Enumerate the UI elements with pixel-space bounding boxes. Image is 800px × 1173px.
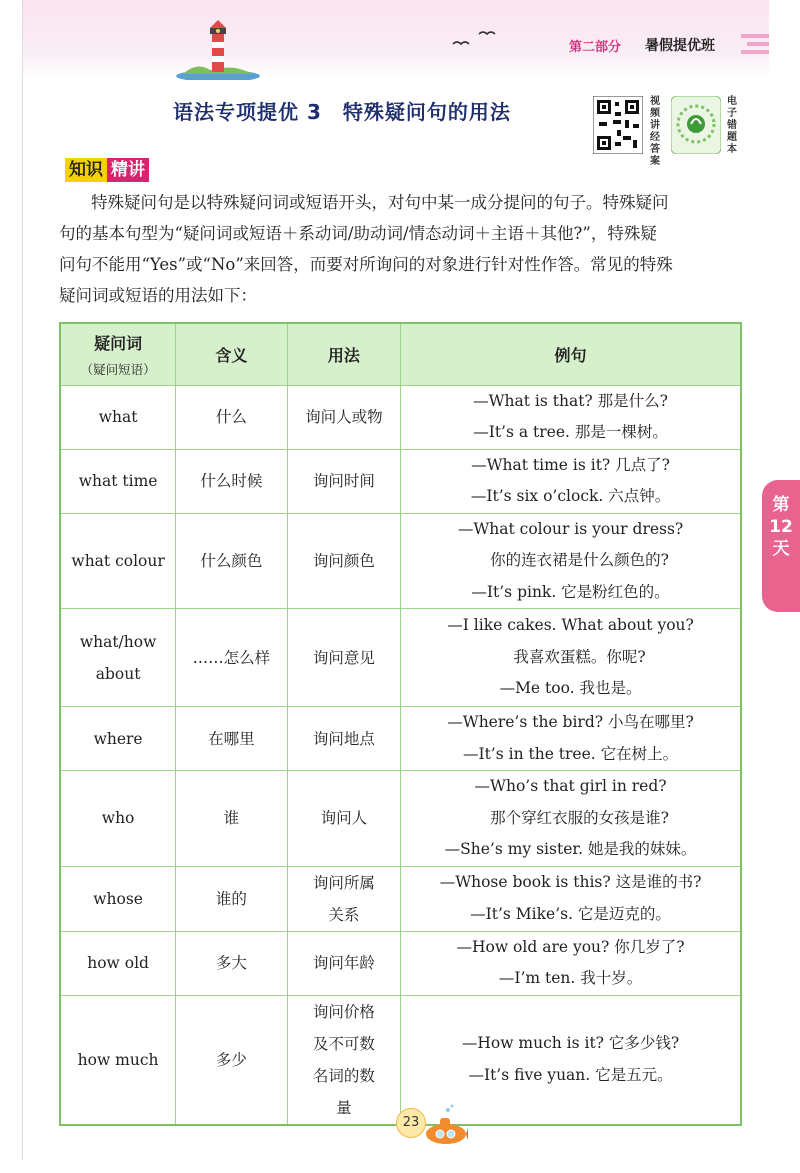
example-line: —It’s five yuan. 它是五元。 [468, 1065, 673, 1084]
example-line: —It’s a tree. 那是一棵树。 [473, 423, 668, 441]
qr-code-video-icon[interactable] [593, 96, 643, 154]
knowledge-badge [65, 158, 149, 182]
table-row [60, 866, 741, 931]
birds-icon [451, 28, 497, 50]
cell-example [401, 866, 741, 931]
badge-part2: 精讲 [107, 158, 149, 182]
submarine-icon [418, 1104, 468, 1148]
question-word-table [59, 322, 742, 1126]
cell-word: who [60, 771, 176, 867]
cell-meaning: 多大 [176, 931, 287, 995]
intro-line: 问句不能用“Yes”或“No”来回答，而要对所询问的对象进行针对性作答。常见的特殊 [59, 255, 673, 274]
cell-example [401, 931, 741, 995]
example-line: —Who’s that girl in red? [474, 777, 667, 795]
table-row [60, 771, 741, 867]
example-line: —It’s pink. 它是粉红色的。 [471, 582, 670, 601]
qr-video-label: 视频讲经答案 [650, 96, 660, 167]
day-side-tab[interactable] [762, 480, 800, 612]
qr-ebook-label: 电子错题本 [727, 96, 737, 155]
lighthouse-icon [173, 20, 263, 80]
cell-usage: 询问价格及不可数名词的数量 [287, 995, 401, 1125]
qr-code-ebook-icon[interactable] [671, 96, 721, 154]
cell-usage: 询问人或物 [287, 385, 401, 449]
cell-word: how much [60, 995, 176, 1125]
cell-usage: 询问年龄 [287, 931, 401, 995]
cell-usage: 询问颜色 [287, 513, 401, 609]
cell-meaning: 在哪里 [176, 707, 287, 771]
cell-example [401, 707, 741, 771]
cell-example [401, 513, 741, 609]
example-line: 我喜欢蛋糕。你呢? [513, 647, 646, 666]
side-tab-number: 12 [769, 517, 793, 537]
page-title: 语法专项提优 3 特殊疑问句的用法 [173, 100, 511, 124]
cell-word: whose [60, 866, 176, 931]
example-line: —It’s in the tree. 它在树上。 [462, 744, 679, 763]
cell-word: what/how about [60, 609, 176, 707]
example-line: —Where’s the bird? 小鸟在哪里? [447, 713, 694, 731]
example-line: 那个穿红衣服的女孩是谁? [490, 808, 669, 827]
table-row [60, 449, 741, 513]
cell-example [401, 771, 741, 867]
header-example: 例句 [401, 323, 741, 385]
page-number: 23 [396, 1108, 426, 1138]
cell-meaning: 谁 [176, 771, 287, 867]
table-row [60, 513, 741, 609]
cell-word: what time [60, 449, 176, 513]
header-decoration-icon [739, 30, 773, 56]
header-usage: 用法 [287, 323, 401, 385]
side-tab-top: 第 [772, 495, 790, 515]
badge-part1: 知识 [65, 158, 107, 182]
example-line: —What is that? 那是什么? [473, 391, 668, 410]
intro-line: 特殊疑问句是以特殊疑问词或短语开头，对句中某一成分提问的句子。特殊疑问 [91, 193, 669, 212]
table-row [60, 995, 741, 1125]
cell-meaning: 谁的 [176, 866, 287, 931]
table-row [60, 931, 741, 995]
cell-word: how old [60, 931, 176, 995]
side-tab-bottom: 天 [772, 539, 790, 559]
cell-usage: 询问时间 [287, 449, 401, 513]
header-band [23, 0, 769, 78]
example-line: —What time is it? 几点了? [471, 455, 670, 474]
cell-example [401, 385, 741, 449]
cell-meaning: 多少 [176, 995, 287, 1125]
intro-paragraph [59, 187, 749, 311]
example-line: —I’m ten. 我十岁。 [498, 969, 643, 987]
cell-usage: 询问地点 [287, 707, 401, 771]
table-row [60, 385, 741, 449]
example-line: —I like cakes. What about you? [447, 616, 694, 635]
cell-word: what colour [60, 513, 176, 609]
intro-line: 疑问词或短语的用法如下： [59, 286, 257, 305]
cell-example [401, 609, 741, 707]
cell-usage: 询问人 [287, 771, 401, 867]
cell-word: what [60, 385, 176, 449]
example-line: —How much is it? 它多少钱? [461, 1034, 680, 1052]
cell-meaning: 什么时候 [176, 449, 287, 513]
example-line: 你的连衣裙是什么颜色的? [490, 551, 669, 569]
example-line: —It’s Mike’s. 它是迈克的。 [470, 904, 671, 923]
cell-example [401, 449, 741, 513]
cell-word: where [60, 707, 176, 771]
intro-line: 句的基本句型为“疑问词或短语＋系动词/助动词/情态动词＋主语＋其他?”，特殊疑 [59, 224, 657, 243]
cell-meaning: 什么 [176, 385, 287, 449]
table-header-row [60, 323, 741, 385]
header-meaning: 含义 [176, 323, 287, 385]
header-section: 第二部分 [569, 40, 622, 55]
header-series: 暑假提优班 [645, 38, 715, 54]
table-body [60, 385, 741, 1125]
example-line: —What colour is your dress? [457, 519, 684, 538]
example-line: —She’s my sister. 她是我的妹妹。 [444, 840, 697, 858]
cell-usage: 询问所属关系 [287, 866, 401, 931]
cell-usage: 询问意见 [287, 609, 401, 707]
example-line: —How old are you? 你几岁了? [456, 937, 685, 956]
cell-meaning: ……怎么样 [176, 609, 287, 707]
example-line: —It’s six o’clock. 六点钟。 [470, 487, 671, 505]
example-line: —Me too. 我也是。 [499, 679, 642, 698]
table-row [60, 609, 741, 707]
example-line: —Whose book is this? 这是谁的书? [439, 873, 702, 891]
page [22, 0, 769, 1160]
cell-meaning: 什么颜色 [176, 513, 287, 609]
table-row [60, 707, 741, 771]
header-word: 疑问词 （疑问短语） [60, 323, 176, 385]
